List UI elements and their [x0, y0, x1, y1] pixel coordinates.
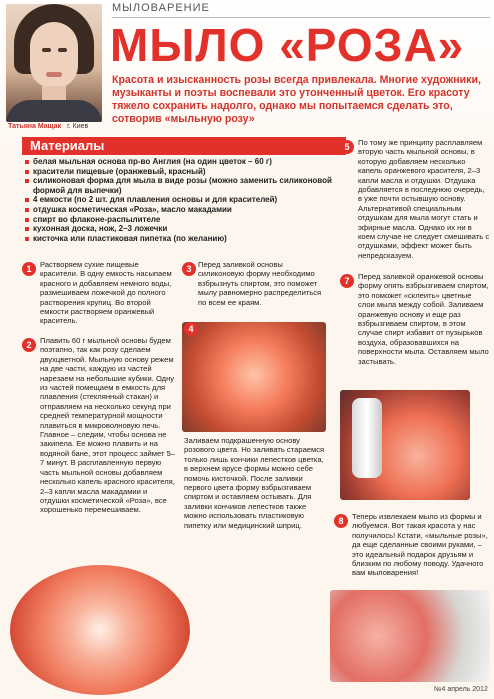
left-eye [42, 48, 51, 52]
step-2-number: 2 [22, 338, 36, 352]
section-category: МЫЛОВАРЕНИЕ [112, 2, 210, 14]
materials-item: красители пищевые (оранжевый, красный) [24, 167, 334, 177]
materials-item: силиконовая форма для мыла в виде розы (можно заменить силиконовой формой для выпечки) [24, 176, 334, 195]
right-eye [58, 48, 67, 52]
category-divider [112, 17, 490, 18]
shirt-shape [6, 100, 102, 122]
photo-big-rose [10, 565, 190, 695]
author-city: г. Киев [67, 123, 89, 130]
page-footer: №4 апрель 2012 [434, 686, 488, 693]
author-name: Татьяна Мащак [8, 123, 62, 130]
materials-item: белая мыльная основа пр-во Англия (на один цветок – 60 г) [24, 157, 334, 167]
step-7-text: Перед заливкой оранжевой основы форму опять взбрызгиваем спиртом, это поможет «склеить» цветные слои мыла между собой. Заливаем оранжевую основу и еще раз взбрызгиваем спиртом, в этом случае спирт избавит от пузырьков воздуха, образовавшихся на поверхности мыла. Оставляем мыло застывать. [358, 272, 489, 366]
materials-item: отдушка косметическая «Роза», масло макадамии [24, 205, 334, 215]
step-4-number: 4 [184, 322, 198, 336]
lips [46, 72, 62, 77]
intro-text: Красота и изысканность розы всегда привлекала. Многие художники, музыканты и поэты воспевали это утонченный цветок. Его красоту тяжело сохранить надолго, однако мы попытаемся сделать это, сотворив «мыльную розу» [112, 74, 481, 125]
materials-item: спирт во флаконе-распылителе [24, 215, 334, 225]
step-3-text: Перед заливкой основы силиконовую форму необходимо взбрызнуть спиртом, это поможет мылу равномерно распределиться по всем ее краям. [198, 260, 322, 307]
step-1-number: 1 [22, 262, 36, 276]
photo-finished-soap [330, 590, 490, 682]
materials-item: 4 емкости (по 2 шт. для плавления основы и для красителей) [24, 195, 334, 205]
step-7-number: 7 [340, 274, 354, 288]
step-1-text: Растворяем сухие пищевые красители. В одну емкость насыпаем красного и добавляем немного воды, размешиваем ложечкой до полного растворения крупиц. Во второй емкости растворяем оранжевый краситель. [40, 260, 172, 326]
materials-heading: Материалы [22, 137, 346, 155]
materials-item: кухонная доска, нож, 2–3 ложечки [24, 224, 334, 234]
photo-rose-mould [182, 322, 326, 432]
materials-item: кисточка или пластиковая пипетка (по желанию) [24, 234, 334, 244]
step-4-text: Заливаем подкрашенную основу розового цвета. Но заливать стараемся только лишь кончики лепестков цветка, в верхнем ярусе формы можно себе помочь кисточкой. После заливки первого цвета форму взбрызгиваем спиртом и оставляем остывать. Для заливки кончиков лепестков также можно использовать пластиковую пипетку или медицинский шприц. [184, 436, 325, 530]
spray-bottle [352, 398, 382, 478]
step-8-text: Теперь извлекаем мыло из формы и любуемся. Вот такая красота у нас получилось! Кстати, «мыльные розы», да еще сделанные своими руками, – это идеальный подарок друзьям и близким по любому поводу. Удачного вам мыловарения! [352, 512, 488, 578]
step-3-number: 3 [182, 262, 196, 276]
author-caption [8, 123, 102, 130]
author-photo [6, 4, 102, 122]
step-2-text: Плавить 60 г мыльной основы будем поэтапно, так как розу сделаем двухцветной. Мыльную основу режем на две части, каждую из частей нарезаем на небольшие кубики. Одну из частей помещаем в емкость для плавления (стеклянный стакан) и отправляем на несколько секунд при средней температурной мощности плавиться в микроволновую печь. Главное – следим, чтобы основа не закипела. Ее можно плавить и на водяной бане, этот процесс займет 5–7 минут. В расплавленную первую часть мыльной основы добавляем несколько капель красного красителя, 2–3 капли масла макадамии и отдушки косметической «Роза», все хорошенько перемешиваем. [40, 336, 176, 515]
step-5-text: По тому же принципу расплавляем вторую часть мыльной основы, в которую добавляем несколько капель оранжевого красителя, 2–3 капли масла и отдушки. Отдушка добавляется в последнюю очередь, в уже почти остывшую основу. Альтернативой специальным отдушкам для мыла могут стать и эфирные масла. Однако их ни в коем случае не следует смешивать с отдушками, эффект может быть непредсказуем. [358, 138, 490, 260]
face-shape [30, 22, 78, 88]
page-title: МЫЛО «РОЗА» [110, 19, 465, 71]
step-8-number: 8 [334, 514, 348, 528]
step-5-number: 5 [340, 140, 354, 154]
materials-list [24, 157, 334, 243]
